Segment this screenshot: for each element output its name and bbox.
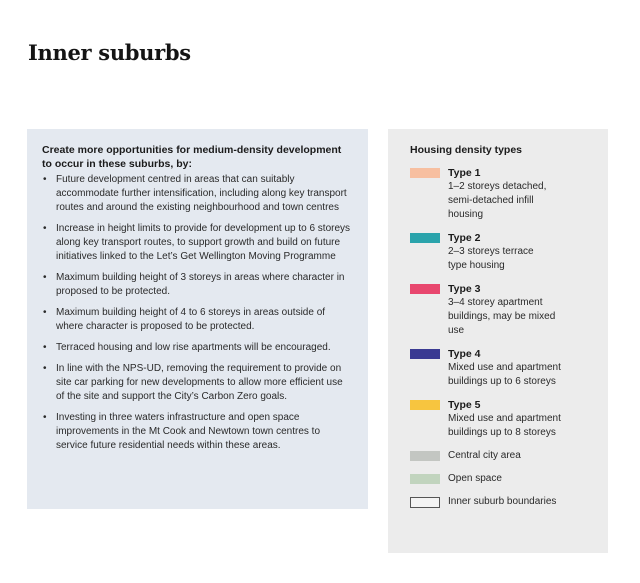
policy-item: • Future development centred in areas that can suitably accommodate further intensification, including along key transport routes and around the existing neighbourhood and town centres bbox=[43, 174, 347, 213]
bullet-icon: • bbox=[43, 272, 47, 283]
bullet-icon: • bbox=[43, 363, 47, 374]
page-title: Inner suburbs bbox=[28, 40, 191, 65]
policy-item: • In line with the NPS-UD, removing the requirement to provide on site car parking for new developments to allow more efficient use of the site and support the City’s Carbon Zero goals. bbox=[43, 363, 343, 402]
type-1-swatch bbox=[410, 168, 440, 178]
policy-item: • Increase in height limits to provide for development up to 6 storeys along key transport routes, to support growth and build on future initiatives linked to the Let’s Get Wellington Moving Programme bbox=[43, 223, 351, 262]
policy-item: • Investing in three waters infrastructure and open space improvements in the Mt Cook and Newtown town centres to service future residential needs within these areas. bbox=[43, 412, 321, 451]
policy-item: • Maximum building height of 3 storeys in areas where character in proposed to be protected. bbox=[43, 272, 345, 297]
type-4-swatch bbox=[410, 349, 440, 359]
policy-item: • Terraced housing and low rise apartments will be encouraged. bbox=[43, 342, 331, 353]
legend-type-3: Type 3 3–4 storey apartment buildings, may be mixed use bbox=[410, 282, 596, 338]
policy-item: • Maximum building height of 4 to 6 storeys in areas outside of where character is proposed to be protected. bbox=[43, 307, 326, 332]
legend-heading: Housing density types bbox=[410, 144, 523, 156]
legend-inner-suburb-boundaries: Inner suburb boundaries bbox=[410, 495, 596, 509]
legend-open-space: Open space bbox=[410, 472, 596, 486]
bullet-icon: • bbox=[43, 223, 47, 234]
legend-panel bbox=[388, 129, 608, 553]
legend-central-city: Central city area bbox=[410, 449, 596, 463]
bullet-icon: • bbox=[43, 174, 47, 185]
policy-panel bbox=[27, 129, 368, 509]
policy-heading: Create more opportunities for medium-density development to occur in these suburbs, by: bbox=[42, 144, 342, 170]
open-space-swatch bbox=[410, 474, 440, 484]
boundary-swatch bbox=[410, 497, 440, 508]
legend-type-4: Type 4 Mixed use and apartment buildings up to 6 storeys bbox=[410, 347, 596, 389]
type-3-swatch bbox=[410, 284, 440, 294]
type-2-swatch bbox=[410, 233, 440, 243]
legend-type-5: Type 5 Mixed use and apartment buildings up to 8 storeys bbox=[410, 398, 596, 440]
type-5-swatch bbox=[410, 400, 440, 410]
bullet-icon: • bbox=[43, 342, 47, 353]
legend-type-1: Type 1 1–2 storeys detached, semi-detached infill housing bbox=[410, 166, 596, 222]
policy-list bbox=[42, 173, 352, 453]
bullet-icon: • bbox=[43, 412, 47, 423]
central-city-swatch bbox=[410, 451, 440, 461]
legend-type-2: Type 2 2–3 storeys terrace type housing bbox=[410, 231, 596, 273]
bullet-icon: • bbox=[43, 307, 47, 318]
